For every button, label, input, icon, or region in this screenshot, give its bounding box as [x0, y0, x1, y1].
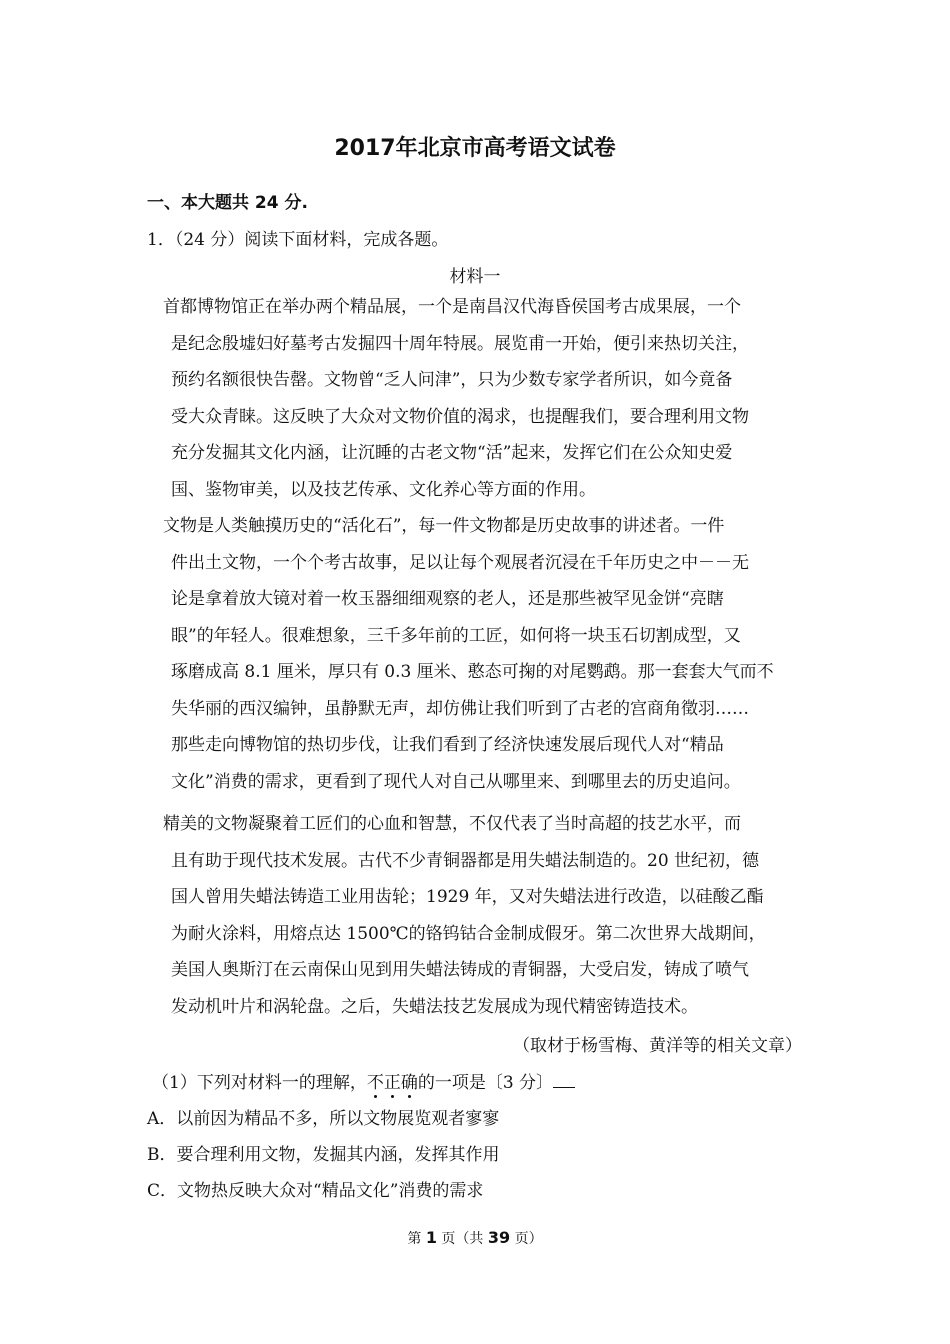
sub-question-prefix: （1）下列对材料一的理解， — [152, 1073, 367, 1093]
paragraph-line: 是纪念殷墟妇好墓考古发掘四十周年特展。展览甫一开始，便引来热切关注， — [171, 333, 749, 354]
paragraph-line: 文化”消费的需求，更看到了现代人对自己从哪里来、到哪里去的历史追问。 — [171, 771, 741, 792]
paragraph-line: 首都博物馆正在举办两个精品展，一个是南昌汉代海昏侯国考古成果展，一个 — [163, 297, 741, 317]
paragraph-line: 受大众青睐。这反映了大众对文物价值的渴求，也提醒我们，要合理利用文物 — [171, 406, 749, 427]
paragraph-line: 国、鉴物审美，以及技艺传承、文化养心等方面的作用。 — [171, 479, 596, 500]
option-a: A．以前因为精品不多，所以文物展览观者寥寥 — [147, 1109, 500, 1129]
footer-suffix: 页） — [510, 1231, 543, 1247]
paragraph-line: 眼”的年轻人。很难想象，三千多年前的工匠，如何将一块玉石切割成型，又 — [171, 625, 741, 646]
paragraph-line: 且有助于现代技术发展。古代不少青铜器都是用失蜡法制造的。20 世纪初，德 — [171, 850, 760, 871]
option-b: B．要合理利用文物，发掘其内涵，发挥其作用 — [147, 1145, 500, 1165]
page-title: 2017年北京市高考语文试卷 — [334, 136, 616, 161]
page-number: 1 — [425, 1228, 437, 1247]
question-intro: 1．（24 分）阅读下面材料，完成各题。 — [147, 230, 449, 250]
section-heading: 一、本大题共 24 分. — [147, 193, 308, 213]
paragraph-line: 文物是人类触摸历史的“活化石”，每一件文物都是历史故事的讲述者。一件 — [163, 516, 725, 536]
paragraph-1 — [163, 289, 808, 508]
paragraph-line: 件出土文物，一个个考古故事，足以让每个观展者沉浸在千年历史之中－－无 — [171, 552, 749, 573]
paragraph-line: 琢磨成高 8.1 厘米，厚只有 0.3 厘米、憨态可掬的对尾鹦鹉。那一套套大气而不 — [171, 662, 774, 682]
paragraph-line: 论是拿着放大镜对着一枚玉器细细观察的老人，还是那些被罕见金饼“亮瞎 — [171, 589, 724, 609]
sub-question — [152, 1068, 575, 1093]
emphasis-char: 确 — [400, 1073, 418, 1093]
emphasis-char: 不 — [366, 1073, 384, 1093]
paragraph-line: 美国人奥斯汀在云南保山见到用失蜡法铸成的青铜器，大受启发，铸成了喷气 — [171, 960, 749, 980]
paragraph-line: 精美的文物凝聚着工匠们的心血和智慧，不仅代表了当时高超的技艺水平，而 — [163, 814, 741, 834]
footer-middle: 页（共 — [436, 1231, 488, 1247]
source-citation: （取材于杨雪梅、黄洋等的相关文章） — [513, 1036, 802, 1056]
answer-blank — [553, 1071, 575, 1088]
material-title: 材料一 — [449, 267, 501, 287]
paragraph-line: 发动机叶片和涡轮盘。之后，失蜡法技艺发展成为现代精密铸造技术。 — [171, 996, 698, 1017]
sub-question-suffix: 的一项是〔3 分〕 — [417, 1073, 554, 1093]
footer-prefix: 第 — [407, 1231, 426, 1247]
paragraph-3 — [163, 806, 808, 1025]
page-footer — [0, 1228, 950, 1248]
page-total: 39 — [487, 1228, 511, 1247]
paragraph-line: 为耐火涂料，用熔点达 1500℃的铬钨钴合金制成假牙。第二次世界大战期间， — [171, 923, 766, 944]
option-c: C．文物热反映大众对“精品文化”消费的需求 — [147, 1181, 484, 1201]
paragraph-line: 预约名额很快告罄。文物曾“乏人问津”，只为少数专家学者所识，如今竟备 — [171, 370, 733, 390]
emphasis-char: 正 — [383, 1073, 401, 1093]
paragraph-line: 国人曾用失蜡法铸造工业用齿轮；1929 年，又对失蜡法进行改造，以硅酸乙酯 — [171, 887, 764, 907]
paragraph-2 — [163, 508, 808, 800]
paragraph-line: 失华丽的西汉编钟，虽静默无声，却仿佛让我们听到了古老的宫商角徵羽…… — [171, 698, 749, 719]
paragraph-line: 充分发掘其文化内涵，让沉睡的古老文物“活”起来，发挥它们在公众知史爱 — [171, 443, 733, 463]
paragraph-line: 那些走向博物馆的热切步伐，让我们看到了经济快速发展后现代人对“精品 — [171, 735, 724, 755]
